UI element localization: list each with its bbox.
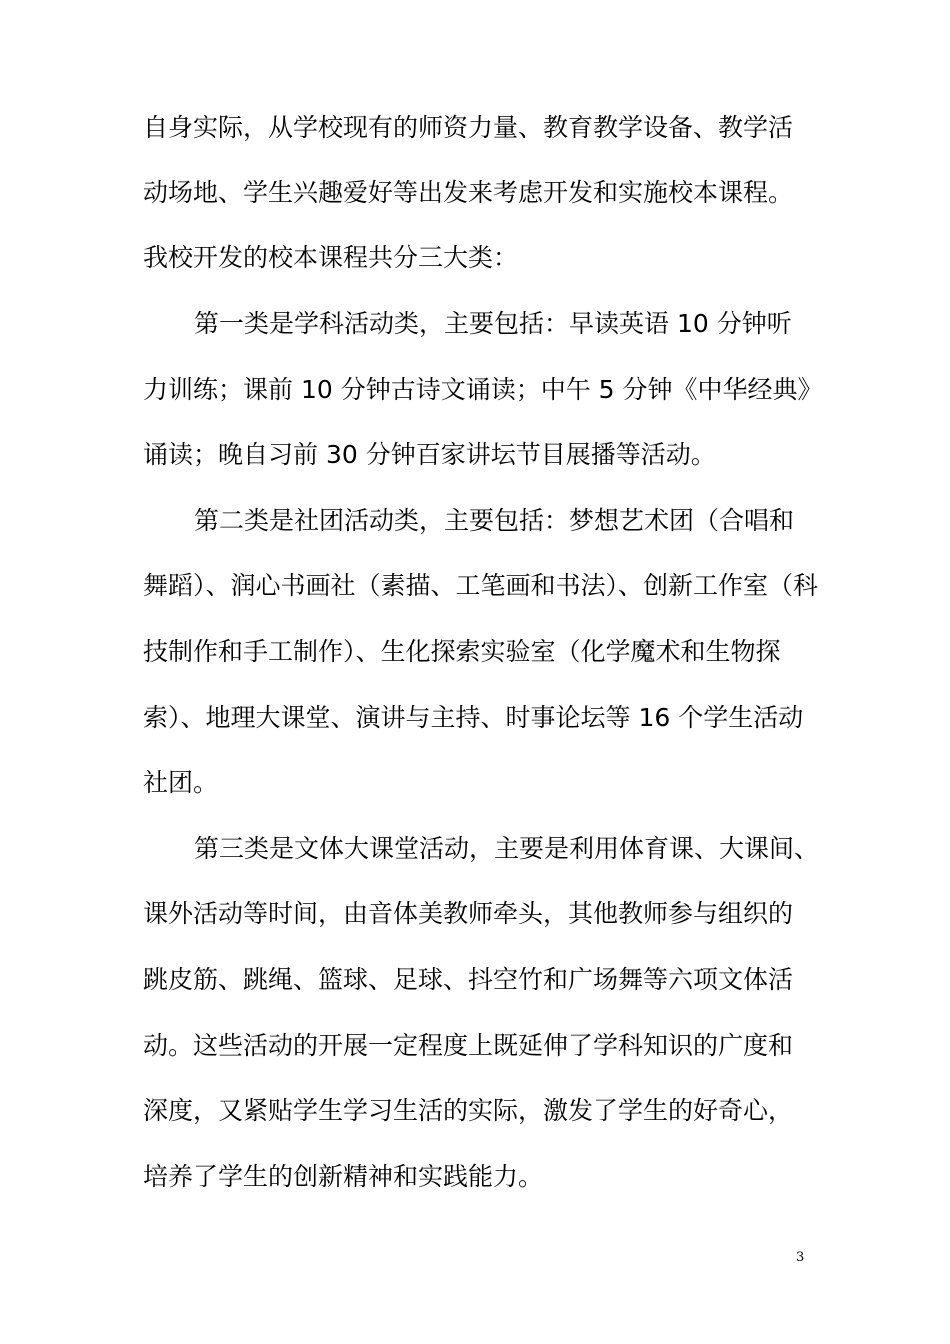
paragraph-2-line-1: 第二类是社团活动类，主要包括：梦想艺术团（合唱和: [194, 506, 795, 535]
paragraph-3-line-1: 第三类是文体大课堂活动，主要是利用体育课、大课间、: [194, 834, 820, 863]
text-line-2: 动场地、学生兴趣爱好等出发来考虑开发和实施校本课程。: [143, 178, 794, 207]
paragraph-2-line-5: 社团。: [143, 768, 219, 797]
paragraph-2-line-2: 舞蹈）、润心书画社（素描、工笔画和书法）、创新工作室（科: [143, 571, 819, 600]
paragraph-3-line-5: 深度，又紧贴学生学习生活的实际，激发了学生的好奇心，: [143, 1096, 794, 1125]
paragraph-1-line-3: 诵读；晚自习前 30 分钟百家讲坛节目展播等活动。: [143, 440, 716, 469]
page-number: 3: [796, 1250, 805, 1265]
paragraph-2-line-4: 索）、地理大课堂、演讲与主持、时事论坛等 16 个学生活动: [143, 703, 804, 732]
text-line-1: 自身实际，从学校现有的师资力量、教育教学设备、教学活: [143, 113, 794, 142]
paragraph-2-line-3: 技制作和手工制作）、生化探索实验室（化学魔术和生物探: [143, 637, 781, 666]
paragraph-3-line-6: 培养了学生的创新精神和实践能力。: [143, 1162, 544, 1191]
text-line-3: 我校开发的校本课程共分三大类：: [143, 243, 519, 272]
paragraph-1-line-1: 第一类是学科活动类，主要包括：早读英语 10 分钟听: [194, 309, 792, 338]
paragraph-3-line-3: 跳皮筋、跳绳、篮球、足球、抖空竹和广场舞等六项文体活: [143, 965, 794, 994]
paragraph-3-line-2: 课外活动等时间，由音体美教师牵头，其他教师参与组织的: [143, 899, 794, 928]
paragraph-3-line-4: 动。这些活动的开展一定程度上既延伸了学科知识的广度和: [143, 1031, 794, 1060]
paragraph-1-line-2: 力训练；课前 10 分钟古诗文诵读；中午 5 分钟《中华经典》: [143, 375, 823, 404]
